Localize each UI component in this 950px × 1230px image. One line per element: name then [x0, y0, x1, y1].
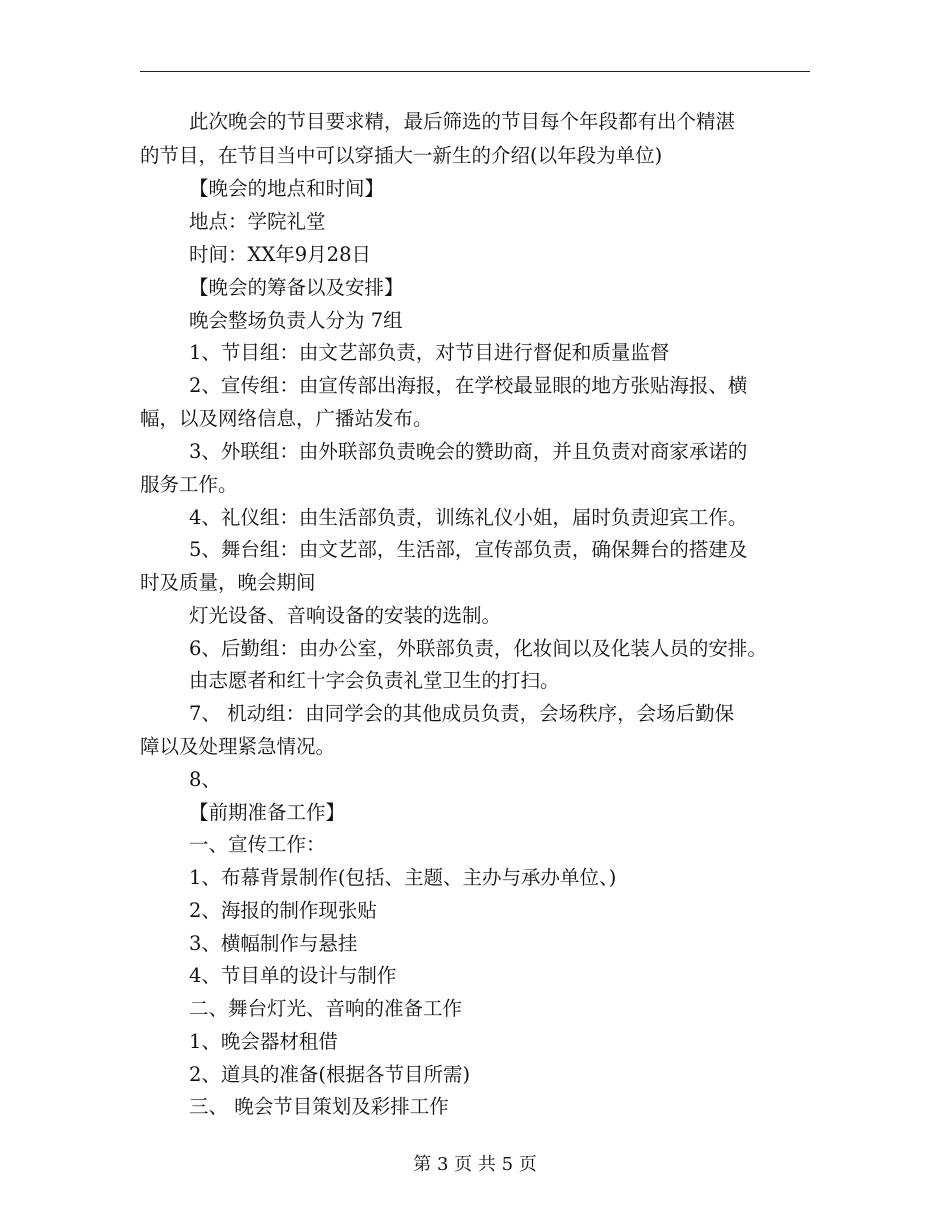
- section-heading: 【前期准备工作】: [189, 801, 346, 824]
- page-footer: 第 3 页 共 5 页: [413, 1154, 537, 1175]
- body-line: 地点：学院礼堂: [189, 210, 326, 233]
- list-item: 6、后勤组：由办公室，外联部负责，化妆间以及化装人员的安排。: [189, 637, 767, 660]
- body-line: 由志愿者和红十字会负责礼堂卫生的打扫。: [189, 669, 560, 692]
- list-item: 7、 机动组：由同学会的其他成员负责，会场秩序，会场后勤保: [189, 702, 735, 725]
- list-item-continued: 障以及处理紧急情况。: [140, 735, 336, 758]
- body-line: 灯光设备、音响设备的安装的选制。: [189, 604, 502, 627]
- list-item: 2、海报的制作现张贴: [189, 899, 377, 922]
- subsection-heading: 一、宣传工作：: [189, 833, 326, 856]
- body-line: 晚会整场负责人分为 7组: [189, 309, 403, 332]
- list-item-continued: 时及质量，晚会期间: [140, 571, 316, 594]
- list-item: 4、节目单的设计与制作: [189, 964, 397, 987]
- list-item: 2、宣传组：由宣传部出海报，在学校最显眼的地方张贴海报、横: [189, 374, 748, 397]
- body-line: 的节目，在节目当中可以穿插大一新生的介绍(以年段为单位): [140, 144, 663, 167]
- list-item: 8、: [189, 768, 221, 791]
- list-item: 3、横幅制作与悬挂: [189, 932, 358, 955]
- list-item: 1、晚会器材租借: [189, 1030, 338, 1053]
- subsection-heading: 二、舞台灯光、音响的准备工作: [189, 997, 463, 1020]
- section-heading: 【晚会的筹备以及安排】: [189, 276, 404, 299]
- subsection-heading: 三、 晚会节目策划及彩排工作: [189, 1095, 449, 1118]
- list-item: 1、布幕背景制作(包括、主题、主办与承办单位、): [189, 866, 617, 889]
- list-item-continued: 服务工作。: [140, 473, 238, 496]
- section-heading: 【晚会的地点和时间】: [189, 177, 385, 200]
- list-item: 2、道具的准备(根据各节目所需): [189, 1063, 471, 1086]
- list-item: 4、礼仪组：由生活部负责，训练礼仪小姐，届时负责迎宾工作。: [189, 506, 748, 529]
- body-line: 时间：XX年9月28日: [189, 243, 371, 266]
- list-item: 1、节目组：由文艺部负责，对节目进行督促和质量监督: [189, 341, 670, 364]
- header-rule: [140, 71, 810, 72]
- body-line: 此次晚会的节目要求精，最后筛选的节目每个年段都有出个精湛: [189, 110, 736, 133]
- list-item: 5、舞台组：由文艺部，生活部，宣传部负责，确保舞台的搭建及: [189, 538, 748, 561]
- list-item-continued: 幅，以及网络信息，广播站发布。: [140, 407, 433, 430]
- list-item: 3、外联组：由外联部负责晚会的赞助商，并且负责对商家承诺的: [189, 440, 748, 463]
